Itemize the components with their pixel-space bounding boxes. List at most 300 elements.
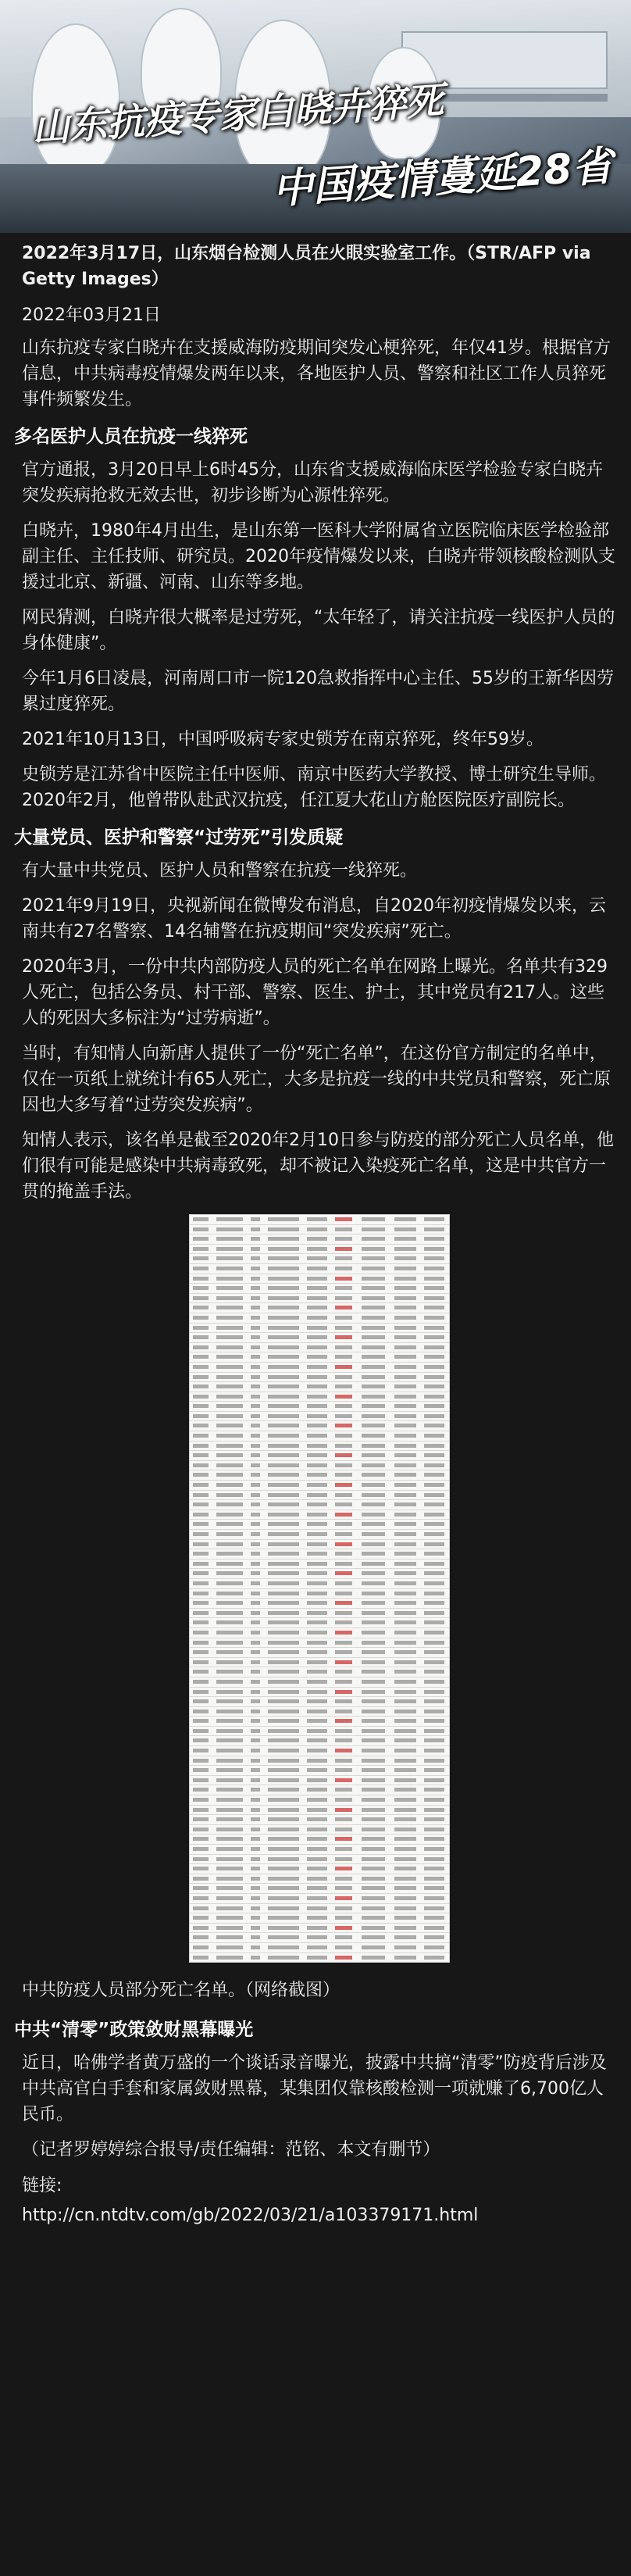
list-image-row xyxy=(190,1264,449,1274)
list-image-cell xyxy=(268,1729,299,1733)
list-image-cell xyxy=(362,1473,385,1477)
list-image-cell xyxy=(394,1945,416,1949)
source-link[interactable]: http://cn.ntdtv.com/gb/2022/03/21/a103379171.html xyxy=(22,2206,479,2225)
list-image-cell xyxy=(268,1365,299,1369)
list-image-cell xyxy=(362,1896,385,1900)
list-image-cell xyxy=(362,1365,385,1369)
list-image-cell xyxy=(193,1935,209,1939)
list-image-cell xyxy=(268,1896,299,1900)
list-image-cell xyxy=(268,1699,299,1703)
list-image-cell xyxy=(335,1414,352,1418)
list-image-cell xyxy=(193,1817,209,1821)
list-image-cell xyxy=(335,1620,352,1624)
list-image-cell xyxy=(394,1847,416,1851)
list-image-cell xyxy=(216,1326,243,1330)
list-image-cell xyxy=(362,1798,385,1802)
section3-heading: 中共“清零”政策敛财黑幕曝光 xyxy=(14,2020,254,2040)
list-image-cell xyxy=(251,1542,260,1546)
list-image-cell xyxy=(335,1404,352,1408)
list-image-cell xyxy=(362,1827,385,1831)
list-image-cell xyxy=(424,1247,444,1251)
list-image-cell xyxy=(362,1542,385,1546)
list-image-cell xyxy=(307,1247,327,1251)
list-image-cell xyxy=(268,1473,299,1477)
list-image-cell xyxy=(216,1699,243,1703)
list-image-cell xyxy=(193,1680,209,1684)
list-image-cell xyxy=(394,1522,416,1526)
list-image-cell xyxy=(362,1316,385,1320)
list-image-row xyxy=(190,1855,449,1865)
list-image-cell xyxy=(335,1759,352,1763)
list-image-cell xyxy=(216,1227,243,1231)
list-image-cell xyxy=(216,1660,243,1664)
list-image-cell xyxy=(307,1316,327,1320)
list-image-cell xyxy=(307,1867,327,1870)
list-image-cell xyxy=(307,1827,327,1831)
list-image-cell xyxy=(268,1237,299,1241)
list-image-cell xyxy=(362,1335,385,1339)
list-image-cell xyxy=(362,1788,385,1792)
list-image-cell xyxy=(216,1414,243,1418)
list-image-cell xyxy=(362,1277,385,1281)
list-image-cell xyxy=(307,1384,327,1388)
list-image-row xyxy=(190,1884,449,1894)
list-image-cell xyxy=(394,1935,416,1939)
list-image-cell xyxy=(307,1641,327,1645)
list-image-cell xyxy=(268,1552,299,1556)
list-image-row xyxy=(190,1904,449,1914)
list-image-cell xyxy=(307,1286,327,1290)
list-image-cell xyxy=(424,1404,444,1408)
list-image-cell xyxy=(268,1483,299,1487)
list-image-cell xyxy=(193,1699,209,1703)
list-image-cell xyxy=(193,1562,209,1566)
list-image-cell xyxy=(394,1316,416,1320)
list-image-row xyxy=(190,1924,449,1934)
list-image-cell xyxy=(424,1670,444,1674)
list-image-cell xyxy=(362,1414,385,1418)
list-image-cell xyxy=(268,1306,299,1309)
list-image-cell xyxy=(216,1502,243,1506)
list-image-cell xyxy=(193,1808,209,1812)
list-image-cell xyxy=(216,1296,243,1300)
list-image-cell xyxy=(307,1719,327,1723)
list-image-cell xyxy=(193,1493,209,1497)
list-image-cell xyxy=(268,1493,299,1497)
list-image-cell xyxy=(251,1670,260,1674)
list-image-cell xyxy=(216,1463,243,1467)
list-image-cell xyxy=(216,1256,243,1260)
list-image-cell xyxy=(362,1877,385,1881)
list-image-cell xyxy=(216,1375,243,1379)
list-image-cell xyxy=(335,1453,352,1457)
list-image-cell xyxy=(307,1808,327,1812)
list-image-cell xyxy=(424,1217,444,1221)
list-image-cell xyxy=(251,1729,260,1733)
list-image-cell xyxy=(307,1217,327,1221)
list-image-cell xyxy=(307,1483,327,1487)
list-image-row xyxy=(190,1756,449,1767)
list-image-cell xyxy=(251,1601,260,1605)
list-image-cell xyxy=(394,1808,416,1812)
list-image-row xyxy=(190,1254,449,1264)
list-image-cell xyxy=(307,1365,327,1369)
list-image-cell xyxy=(394,1513,416,1517)
list-image-cell xyxy=(335,1286,352,1290)
list-image-cell xyxy=(394,1434,416,1438)
list-image-row xyxy=(190,1864,449,1874)
list-image-cell xyxy=(307,1788,327,1792)
list-image-cell xyxy=(251,1837,260,1841)
list-image-cell xyxy=(424,1690,444,1694)
list-image-cell xyxy=(251,1611,260,1615)
list-image-cell xyxy=(216,1896,243,1900)
list-image-cell xyxy=(193,1837,209,1841)
list-image-cell xyxy=(394,1768,416,1772)
list-image-cell xyxy=(307,1404,327,1408)
list-image-cell xyxy=(394,1444,416,1448)
list-image-cell xyxy=(362,1719,385,1723)
list-image-cell xyxy=(307,1680,327,1684)
list-image-cell xyxy=(268,1650,299,1654)
list-image-cell xyxy=(268,1660,299,1664)
article-body xyxy=(0,233,631,2225)
list-image-cell xyxy=(394,1916,416,1920)
list-image-cell xyxy=(307,1444,327,1448)
list-image-cell xyxy=(394,1542,416,1546)
list-image-cell xyxy=(251,1227,260,1231)
list-image-cell xyxy=(394,1778,416,1782)
list-image-cell xyxy=(362,1562,385,1566)
list-image-cell xyxy=(424,1620,444,1624)
list-image-cell xyxy=(307,1956,327,1960)
list-image-cell xyxy=(268,1956,299,1960)
list-image-cell xyxy=(251,1316,260,1320)
list-image-row xyxy=(190,1294,449,1304)
list-image-cell xyxy=(335,1502,352,1506)
section1-paragraph: 今年1月6日凌晨，河南周口市一院120急救指挥中心主任、55岁的王新华因劳累过度猝死。 xyxy=(22,669,614,714)
list-image-cell xyxy=(424,1788,444,1792)
list-image-cell xyxy=(362,1493,385,1497)
list-image-cell xyxy=(394,1256,416,1260)
list-image-cell xyxy=(307,1690,327,1694)
list-image-row xyxy=(190,1727,449,1737)
list-image-cell xyxy=(251,1345,260,1349)
list-image-cell xyxy=(216,1729,243,1733)
list-image-cell xyxy=(268,1444,299,1448)
list-image-row xyxy=(190,1579,449,1589)
list-image-cell xyxy=(268,1267,299,1270)
list-image-row xyxy=(190,1245,449,1255)
list-image-cell xyxy=(307,1395,327,1399)
list-image-row xyxy=(190,1667,449,1677)
list-image-cell xyxy=(251,1571,260,1575)
list-image-cell xyxy=(307,1660,327,1664)
list-image-cell xyxy=(251,1444,260,1448)
list-image-cell xyxy=(394,1493,416,1497)
list-image-row xyxy=(190,1402,449,1412)
list-image-cell xyxy=(193,1296,209,1300)
list-image-cell xyxy=(193,1532,209,1536)
list-image-cell xyxy=(193,1768,209,1772)
list-image-cell xyxy=(268,1571,299,1575)
list-image-cell xyxy=(216,1611,243,1615)
list-image-cell xyxy=(394,1738,416,1742)
list-image-cell xyxy=(335,1631,352,1635)
list-image-cell xyxy=(424,1837,444,1841)
list-image-cell xyxy=(394,1217,416,1221)
list-image-row xyxy=(190,1717,449,1727)
list-image-cell xyxy=(424,1444,444,1448)
list-image-row xyxy=(190,1431,449,1442)
list-image-cell xyxy=(251,1277,260,1281)
list-image-cell xyxy=(335,1896,352,1900)
list-image-row xyxy=(190,1520,449,1530)
list-image-cell xyxy=(193,1453,209,1457)
list-image-cell xyxy=(216,1945,243,1949)
section1-paragraph: 官方通报，3月20日早上6时45分，山东省支援威海临床医学检验专家白晓卉突发疾病抢救无效去世，初步诊断为心源性猝死。 xyxy=(22,460,603,506)
list-image-cell xyxy=(251,1286,260,1290)
list-image-cell xyxy=(251,1935,260,1939)
publish-date: 2022年03月21日 xyxy=(22,305,161,325)
list-image-cell xyxy=(251,1453,260,1457)
list-image-row xyxy=(190,1392,449,1402)
link-label: 链接: xyxy=(22,2176,62,2195)
list-image-cell xyxy=(268,1837,299,1841)
list-image-cell xyxy=(251,1660,260,1664)
list-image-cell xyxy=(424,1641,444,1645)
list-image-cell xyxy=(394,1670,416,1674)
list-image-cell xyxy=(193,1945,209,1949)
list-image-cell xyxy=(251,1247,260,1251)
list-image-cell xyxy=(193,1601,209,1605)
list-image-cell xyxy=(216,1877,243,1881)
list-image-cell xyxy=(362,1808,385,1812)
list-image-cell xyxy=(193,1522,209,1526)
list-image-cell xyxy=(394,1306,416,1309)
list-image-row xyxy=(190,1549,449,1560)
list-image-cell xyxy=(335,1916,352,1920)
list-image-row xyxy=(190,1815,449,1825)
list-image-cell xyxy=(335,1256,352,1260)
list-image-cell xyxy=(335,1749,352,1752)
list-image-cell xyxy=(362,1680,385,1684)
list-image-row xyxy=(190,1785,449,1795)
list-image-cell xyxy=(216,1444,243,1448)
list-image-row xyxy=(190,1225,449,1235)
list-image-cell xyxy=(193,1690,209,1694)
list-image-cell xyxy=(307,1817,327,1821)
list-image-cell xyxy=(335,1729,352,1733)
list-image-cell xyxy=(362,1620,385,1624)
list-image-cell xyxy=(307,1463,327,1467)
list-image-cell xyxy=(362,1710,385,1713)
list-image-cell xyxy=(307,1552,327,1556)
list-image-cell xyxy=(268,1738,299,1742)
list-image-cell xyxy=(335,1945,352,1949)
list-image-cell xyxy=(394,1296,416,1300)
list-image-cell xyxy=(362,1631,385,1635)
list-image-cell xyxy=(307,1620,327,1624)
list-image-cell xyxy=(251,1710,260,1713)
list-image-cell xyxy=(362,1611,385,1615)
list-image-cell xyxy=(335,1768,352,1772)
list-image-cell xyxy=(193,1247,209,1251)
list-image-cell xyxy=(335,1817,352,1821)
section2-heading: 大量党员、医护和警察“过劳死”引发质疑 xyxy=(14,827,344,848)
list-image-cell xyxy=(251,1306,260,1309)
list-image-cell xyxy=(268,1404,299,1408)
list-image-cell xyxy=(362,1817,385,1821)
list-image-cell xyxy=(216,1808,243,1812)
list-image-cell xyxy=(424,1886,444,1890)
list-image-cell xyxy=(193,1847,209,1851)
section1-heading: 多名医护人员在抗疫一线猝死 xyxy=(14,427,248,447)
list-image-cell xyxy=(251,1296,260,1300)
list-image-cell xyxy=(193,1502,209,1506)
list-image-row xyxy=(190,1648,449,1658)
list-image-row xyxy=(190,1766,449,1776)
list-image-cell xyxy=(268,1453,299,1457)
list-image-cell xyxy=(394,1896,416,1900)
list-image-cell xyxy=(268,1817,299,1821)
list-image-cell xyxy=(268,1631,299,1635)
list-image-cell xyxy=(424,1473,444,1477)
list-image-cell xyxy=(362,1532,385,1536)
list-image-row xyxy=(190,1894,449,1904)
list-image-cell xyxy=(362,1660,385,1664)
list-image-cell xyxy=(216,1798,243,1802)
list-image-cell xyxy=(424,1345,444,1349)
hero-title-line1: 山东抗疫专家白晓卉猝死 xyxy=(30,78,445,152)
list-image-row xyxy=(190,1560,449,1570)
list-image-cell xyxy=(335,1798,352,1802)
list-image-cell xyxy=(268,1847,299,1851)
list-image-cell xyxy=(216,1592,243,1595)
list-image-cell xyxy=(362,1227,385,1231)
list-image-cell xyxy=(193,1620,209,1624)
list-image-cell xyxy=(335,1522,352,1526)
list-image-cell xyxy=(362,1916,385,1920)
list-image-cell xyxy=(193,1395,209,1399)
list-image-cell xyxy=(394,1355,416,1359)
list-image-cell xyxy=(307,1237,327,1241)
list-image-cell xyxy=(251,1788,260,1792)
list-image-cell xyxy=(394,1680,416,1684)
list-image-cell xyxy=(268,1867,299,1870)
list-image-cell xyxy=(362,1592,385,1595)
list-image-cell xyxy=(307,1434,327,1438)
section1-paragraph: 网民猜测，白晓卉很大概率是过劳死，“太年轻了，请关注抗疫一线医护人员的身体健康”。 xyxy=(22,608,615,653)
list-image-cell xyxy=(424,1493,444,1497)
list-image-cell xyxy=(268,1335,299,1339)
list-image-row xyxy=(190,1697,449,1707)
list-image-cell xyxy=(251,1522,260,1526)
list-image-cell xyxy=(307,1532,327,1536)
list-image-cell xyxy=(424,1395,444,1399)
list-image-row xyxy=(190,1343,449,1353)
list-image-cell xyxy=(335,1778,352,1782)
list-image-cell xyxy=(394,1286,416,1290)
list-image-cell xyxy=(394,1631,416,1635)
list-image-cell xyxy=(362,1759,385,1763)
list-image-cell xyxy=(193,1759,209,1763)
list-image-cell xyxy=(335,1493,352,1497)
list-image-cell xyxy=(216,1483,243,1487)
list-image-cell xyxy=(362,1581,385,1585)
list-image-cell xyxy=(424,1434,444,1438)
list-image-cell xyxy=(335,1699,352,1703)
list-image-cell xyxy=(216,1916,243,1920)
list-image-cell xyxy=(216,1650,243,1654)
hero-title-line2: 中国疫情蔓延28省 xyxy=(270,142,614,214)
list-image-cell xyxy=(362,1778,385,1782)
list-image-row xyxy=(190,1943,449,1953)
list-image-cell xyxy=(335,1326,352,1330)
list-image-cell xyxy=(268,1759,299,1763)
list-image-cell xyxy=(394,1562,416,1566)
list-image-cell xyxy=(307,1650,327,1654)
list-image-cell xyxy=(335,1926,352,1930)
list-image-cell xyxy=(424,1710,444,1713)
list-image-cell xyxy=(251,1384,260,1388)
list-image-cell xyxy=(193,1414,209,1418)
list-image-cell xyxy=(335,1719,352,1723)
list-image-cell xyxy=(362,1867,385,1870)
list-image-cell xyxy=(362,1434,385,1438)
list-image-cell xyxy=(251,1365,260,1369)
list-image-cell xyxy=(424,1817,444,1821)
list-image-cell xyxy=(424,1375,444,1379)
list-image-row xyxy=(190,1470,449,1481)
list-image-cell xyxy=(193,1896,209,1900)
list-image-cell xyxy=(424,1463,444,1467)
list-image-cell xyxy=(335,1906,352,1910)
list-image-cell xyxy=(307,1326,327,1330)
list-image-cell xyxy=(193,1434,209,1438)
list-image-cell xyxy=(268,1690,299,1694)
list-image-cell xyxy=(394,1641,416,1645)
list-image-cell xyxy=(216,1345,243,1349)
list-image-cell xyxy=(362,1375,385,1379)
list-image-cell xyxy=(216,1562,243,1566)
list-image-row xyxy=(190,1421,449,1431)
list-image-row xyxy=(190,1313,449,1324)
list-image-cell xyxy=(216,1542,243,1546)
list-image-cell xyxy=(335,1483,352,1487)
list-image-cell xyxy=(335,1562,352,1566)
list-image-cell xyxy=(335,1935,352,1939)
list-image-cell xyxy=(335,1395,352,1399)
list-image-cell xyxy=(193,1217,209,1221)
list-image-cell xyxy=(251,1493,260,1497)
list-image-cell xyxy=(193,1592,209,1595)
list-image-cell xyxy=(193,1463,209,1467)
list-image-cell xyxy=(268,1296,299,1300)
list-image-cell xyxy=(394,1395,416,1399)
list-image-cell xyxy=(424,1896,444,1900)
list-image-cell xyxy=(335,1345,352,1349)
list-image-cell xyxy=(216,1857,243,1861)
list-image-cell xyxy=(268,1395,299,1399)
list-image-cell xyxy=(424,1453,444,1457)
list-image-row xyxy=(190,1609,449,1619)
list-image-cell xyxy=(268,1857,299,1861)
list-image-cell xyxy=(216,1680,243,1684)
list-image-cell xyxy=(268,1434,299,1438)
list-image-cell xyxy=(193,1473,209,1477)
list-image-cell xyxy=(307,1267,327,1270)
